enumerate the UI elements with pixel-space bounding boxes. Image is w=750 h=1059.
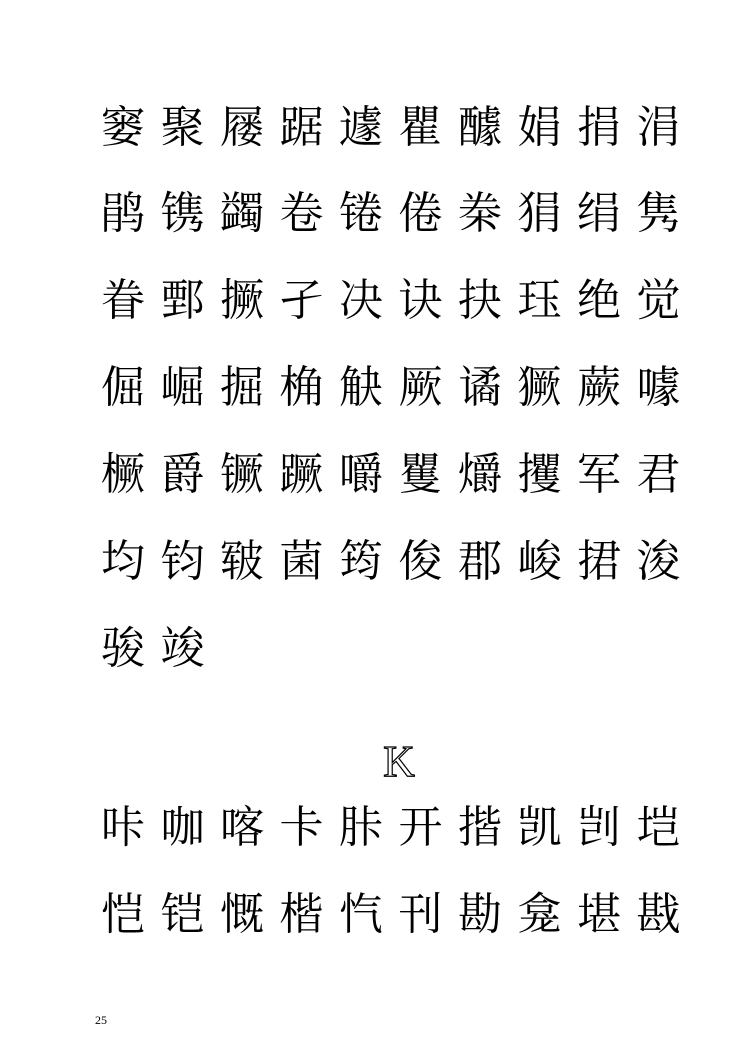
character: 聚 — [160, 102, 205, 153]
character: 倔 — [101, 362, 145, 413]
character: 眷 — [101, 275, 145, 326]
character: 崛 — [160, 362, 205, 413]
character: 蹶 — [279, 449, 324, 500]
character: 堪 — [577, 889, 621, 940]
character: 踞 — [279, 102, 324, 153]
character: 獗 — [517, 362, 562, 413]
character: 诀 — [398, 275, 443, 326]
character: 隽 — [636, 188, 681, 239]
character: 慨 — [220, 889, 264, 940]
character: 蕨 — [577, 362, 621, 413]
character: 鄄 — [160, 275, 205, 326]
character: 攫 — [517, 449, 562, 500]
character: 爵 — [160, 449, 205, 500]
character: 窭 — [101, 102, 145, 153]
character: 垲 — [636, 802, 681, 853]
character: 浚 — [636, 536, 681, 587]
character: 竣 — [160, 623, 205, 674]
character: 楷 — [279, 889, 324, 940]
character: 孑 — [279, 275, 324, 326]
character: 撅 — [220, 275, 264, 326]
character: 蠲 — [220, 188, 264, 239]
character: 胩 — [339, 802, 383, 853]
character: 勘 — [458, 889, 502, 940]
character: 醵 — [458, 102, 502, 153]
character: 倦 — [398, 188, 443, 239]
character: 卡 — [279, 802, 324, 853]
character: 开 — [398, 802, 443, 853]
character: 恺 — [101, 889, 145, 940]
character: 皲 — [220, 536, 264, 587]
character: 铠 — [160, 889, 205, 940]
character: 屦 — [220, 102, 264, 153]
character: 揩 — [458, 802, 502, 853]
character: 嚼 — [339, 449, 383, 500]
character: 橛 — [101, 449, 145, 500]
character: 遽 — [339, 102, 383, 153]
character: 镌 — [160, 188, 205, 239]
character: 桷 — [279, 362, 324, 413]
character: 俊 — [398, 536, 443, 587]
character: 噱 — [636, 362, 681, 413]
character: 绝 — [577, 275, 621, 326]
character: 龛 — [517, 889, 562, 940]
character: 喀 — [220, 802, 264, 853]
character: 咔 — [101, 802, 145, 853]
character: 钧 — [160, 536, 205, 587]
character: 剀 — [577, 802, 621, 853]
character: 厥 — [398, 362, 443, 413]
character: 菌 — [279, 536, 324, 587]
character: 掘 — [220, 362, 264, 413]
character: 谲 — [458, 362, 502, 413]
character: 抉 — [458, 275, 502, 326]
character: 珏 — [517, 275, 562, 326]
character: 卷 — [279, 188, 324, 239]
character: 觖 — [339, 362, 383, 413]
character: 涓 — [636, 102, 681, 153]
character: 鹃 — [101, 188, 145, 239]
character: 忾 — [339, 889, 383, 940]
character: 郡 — [458, 536, 502, 587]
character: 觉 — [636, 275, 681, 326]
character: 瞿 — [398, 102, 443, 153]
character: 镢 — [220, 449, 264, 500]
character: 绢 — [577, 188, 621, 239]
section-letter-k: K — [383, 737, 415, 786]
character: 锩 — [339, 188, 383, 239]
character: 决 — [339, 275, 383, 326]
character: 捐 — [577, 102, 621, 153]
character: 刊 — [398, 889, 443, 940]
character: 军 — [577, 449, 621, 500]
character: 均 — [101, 536, 145, 587]
character: 捃 — [577, 536, 621, 587]
page-number: 25 — [95, 1013, 107, 1027]
character: 桊 — [458, 188, 502, 239]
character: 狷 — [517, 188, 562, 239]
character: 娟 — [517, 102, 562, 153]
character: 凯 — [517, 802, 562, 853]
character: 筠 — [339, 536, 383, 587]
character: 咖 — [160, 802, 205, 853]
character: 爝 — [458, 449, 502, 500]
character: 矍 — [398, 449, 443, 500]
character: 峻 — [517, 536, 562, 587]
character: 戡 — [636, 889, 681, 940]
character: 骏 — [101, 623, 145, 674]
character: 君 — [636, 449, 681, 500]
